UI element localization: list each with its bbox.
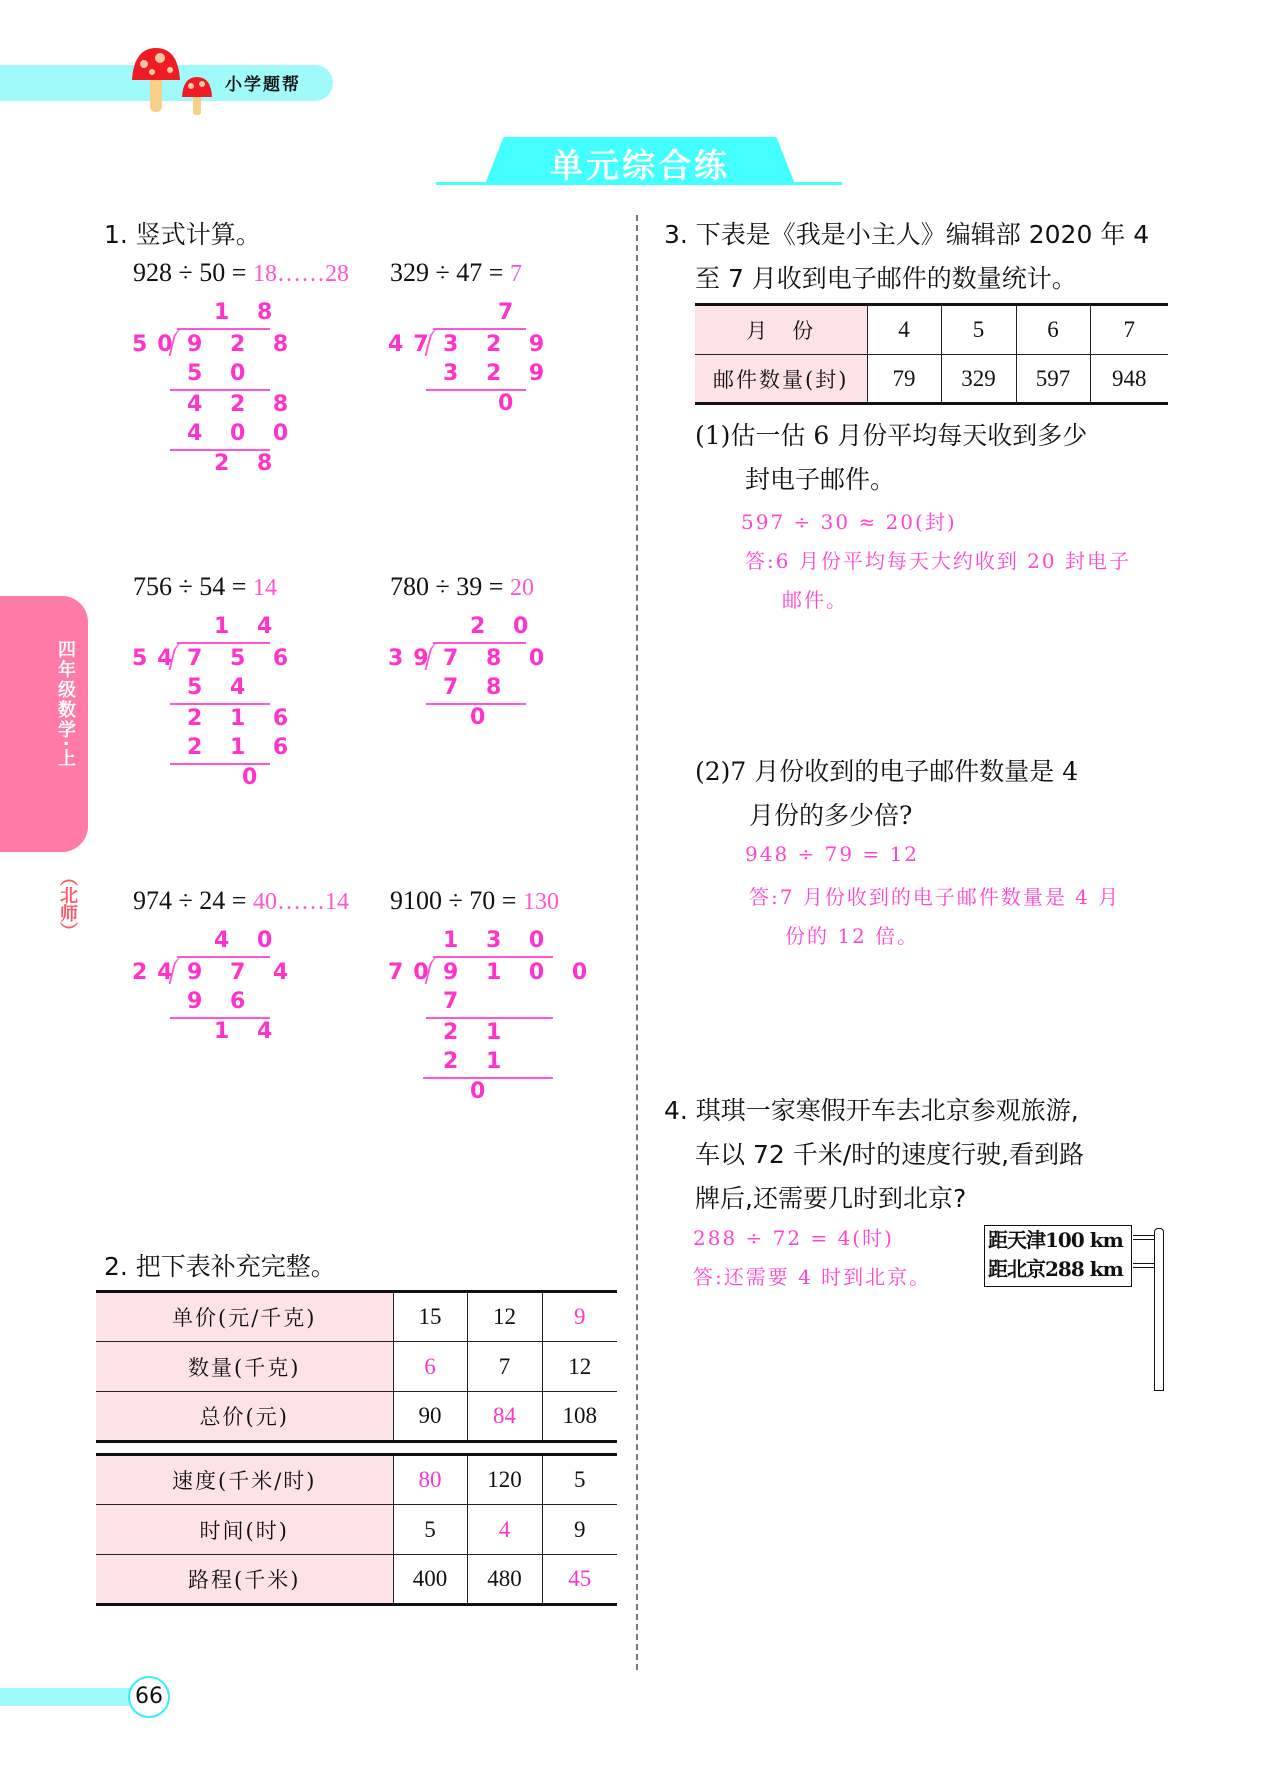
sign-beijing-distance: 距北京288 km: [988, 1257, 1123, 1281]
answer-cell: 45: [542, 1555, 617, 1605]
q1-problem-4: [390, 572, 534, 602]
value-cell: 79: [867, 355, 941, 404]
value-cell: 948: [1090, 355, 1168, 404]
q3-sub1-calc: 597 ÷ 30 ≈ 20(封): [741, 510, 957, 534]
q3-sub2-answer-line1: 答:7 月份收到的电子邮件数量是 4 月: [749, 885, 1121, 909]
division-bar: [177, 328, 270, 330]
cell: 15: [393, 1292, 467, 1342]
row-label: 时间(时): [96, 1505, 393, 1555]
row-label: 路程(千米): [96, 1555, 393, 1605]
cell: 120: [467, 1455, 542, 1505]
q1-title: 1. 竖式计算。: [104, 220, 261, 249]
step: 2 1 6: [187, 706, 299, 731]
expression: 9100 ÷ 70 =: [390, 886, 517, 915]
expression: 928 ÷ 50 =: [133, 258, 247, 287]
long-division-6: [388, 926, 598, 1106]
division-bar: [433, 956, 553, 958]
answer: 40……14: [252, 889, 349, 915]
q4-line2: 车以 72 千米/时的速度行驶,看到路: [695, 1140, 1085, 1169]
step: 0: [470, 705, 496, 730]
sign-post: [1154, 1228, 1164, 1391]
answer-cell: 4: [467, 1505, 542, 1555]
value-cell: 329: [941, 355, 1016, 404]
answer-cell: 84: [467, 1392, 542, 1442]
row-label: 单价(元/千克): [96, 1292, 393, 1342]
row-label: 邮件数量(封): [695, 355, 867, 404]
step-line: [170, 389, 270, 391]
q2-title: 2. 把下表补充完整。: [104, 1252, 336, 1281]
dividend: 7 5 6: [187, 646, 299, 671]
quotient: 1 8: [214, 300, 283, 325]
step: 7 8: [443, 675, 512, 700]
q4-calc: 288 ÷ 72 = 4(时): [693, 1226, 894, 1250]
long-division-4: [388, 612, 555, 742]
answer-cell: 6: [393, 1342, 467, 1392]
long-division-3: [132, 612, 299, 792]
divisor: 39: [388, 646, 439, 671]
step: 1 4: [214, 1019, 283, 1044]
cell: 5: [393, 1505, 467, 1555]
footer-band: [0, 1688, 140, 1706]
table-row: [96, 1505, 617, 1555]
step: 5 4: [187, 675, 256, 700]
row-label: 速度(千米/时): [96, 1455, 393, 1505]
table-row: [96, 1455, 617, 1505]
page-number: 66: [128, 1676, 170, 1718]
answer-cell: 80: [393, 1455, 467, 1505]
division-bar: [433, 328, 526, 330]
month-cell: 7: [1090, 305, 1168, 355]
table-header-row: [695, 305, 1168, 355]
quotient: 7: [498, 300, 524, 325]
step-line: [170, 703, 270, 705]
edition-label: （北师）: [57, 868, 78, 940]
q4-answer: 答:还需要 4 时到北京。: [693, 1265, 932, 1289]
q3-sub1-line1: (1)估一估 6 月份平均每天收到多少: [695, 421, 1088, 450]
mushroom-small-icon: [180, 75, 214, 115]
table-row: [96, 1392, 617, 1442]
dividend: 9 2 8: [187, 332, 299, 357]
answer: 18……28: [252, 261, 349, 287]
q4-line1: 4. 琪琪一家寒假开车去北京参观旅游,: [664, 1096, 1079, 1125]
row-label: 数量(千克): [96, 1342, 393, 1392]
division-bar: [433, 642, 526, 644]
step: 3 2 9: [443, 361, 555, 386]
cell: 90: [393, 1392, 467, 1442]
answer: 14: [252, 575, 277, 601]
q1-problem-6: [390, 886, 559, 916]
q3-title-line1: 3. 下表是《我是小主人》编辑部 2020 年 4: [664, 220, 1150, 249]
q1-problem-1: [133, 258, 349, 288]
step: 5 0: [187, 361, 256, 386]
quotient: 1 3 0: [443, 928, 555, 953]
table-row: [695, 355, 1168, 404]
dividend: 9 1 0 0: [443, 960, 598, 985]
step: 2 8: [214, 451, 283, 476]
quotient: 2 0: [470, 614, 539, 639]
table-row: [96, 1342, 617, 1392]
cell: 12: [542, 1342, 617, 1392]
answer-cell: 9: [542, 1292, 617, 1342]
step: 7: [443, 989, 469, 1014]
step: 9 6: [187, 989, 256, 1014]
cell: 5: [542, 1455, 617, 1505]
step: 2 1: [443, 1020, 512, 1045]
cell: 108: [542, 1392, 617, 1442]
month-cell: 6: [1016, 305, 1090, 355]
divisor: 70: [388, 960, 439, 985]
road-sign: [984, 1225, 1132, 1287]
q4-line3: 牌后,还需要几时到北京?: [695, 1184, 967, 1213]
sign-bracket: [1133, 1263, 1155, 1268]
month-cell: 5: [941, 305, 1016, 355]
q3-sub1-line2: 封电子邮件。: [745, 465, 896, 494]
cell: 7: [467, 1342, 542, 1392]
answer: 7: [509, 261, 522, 287]
answer: 130: [522, 889, 559, 915]
table-row: [96, 1292, 617, 1342]
q3-sub2-line2: 月份的多少倍?: [749, 801, 913, 830]
sign-tianjin-distance: 距天津100 km: [988, 1228, 1123, 1252]
q1-problem-2: [390, 258, 522, 288]
step: 2 1: [443, 1049, 512, 1074]
cell: 9: [542, 1505, 617, 1555]
step: 4 0 0: [187, 421, 299, 446]
q2-table-speed: [96, 1453, 617, 1606]
division-bar: [177, 642, 270, 644]
step: 0: [242, 765, 268, 790]
answer: 20: [509, 575, 534, 601]
dividend: 9 7 4: [187, 960, 299, 985]
table-row: [96, 1555, 617, 1605]
quotient: 1 4: [214, 614, 283, 639]
cell: 12: [467, 1292, 542, 1342]
q3-email-table: [695, 303, 1168, 405]
dividend: 3 2 9: [443, 332, 555, 357]
cell: 480: [467, 1555, 542, 1605]
long-division-5: [132, 926, 299, 1056]
step: 4 2 8: [187, 392, 299, 417]
step-line: [426, 1017, 553, 1019]
mushroom-icon: [130, 46, 182, 114]
q3-sub1-answer-line2: 邮件。: [782, 588, 848, 612]
expression: 780 ÷ 39 =: [390, 572, 504, 601]
row-label: 总价(元): [96, 1392, 393, 1442]
q1-problem-3: [133, 572, 277, 602]
long-division-1: [132, 298, 299, 478]
month-cell: 4: [867, 305, 941, 355]
section-title: 单元综合练: [550, 146, 730, 185]
q2-table-price: [96, 1290, 617, 1443]
expression: 974 ÷ 24 =: [133, 886, 247, 915]
dividend: 7 8 0: [443, 646, 555, 671]
divisor: 54: [132, 646, 183, 671]
division-bar: [177, 956, 270, 958]
q1-problem-5: [133, 886, 349, 916]
cell: 400: [393, 1555, 467, 1605]
q3-title-line2: 至 7 月收到电子邮件的数量统计。: [695, 264, 1077, 293]
step: 0: [498, 391, 524, 416]
divisor: 24: [132, 960, 183, 985]
column-label: 月 份: [695, 305, 867, 355]
step: 0: [470, 1079, 496, 1104]
sign-bracket: [1133, 1235, 1155, 1240]
divisor: 47: [388, 332, 439, 357]
q3-sub1-answer-line1: 答:6 月份平均每天大约收到 20 封电子: [745, 549, 1131, 573]
q3-sub2-calc: 948 ÷ 79 = 12: [745, 842, 920, 866]
grade-subject-label: 四年级数学·上: [55, 640, 76, 769]
divisor: 50: [132, 332, 183, 357]
expression: 329 ÷ 47 =: [390, 258, 504, 287]
long-division-2: [388, 298, 555, 428]
q3-sub2-answer-line2: 份的 12 倍。: [785, 924, 920, 948]
quotient: 4 0: [214, 928, 283, 953]
step: 2 1 6: [187, 735, 299, 760]
q3-sub2-line1: (2)7 月份收到的电子邮件数量是 4: [695, 757, 1079, 786]
column-divider: [636, 215, 638, 1670]
brand-name: 小学题帮: [225, 75, 301, 95]
expression: 756 ÷ 54 =: [133, 572, 247, 601]
value-cell: 597: [1016, 355, 1090, 404]
